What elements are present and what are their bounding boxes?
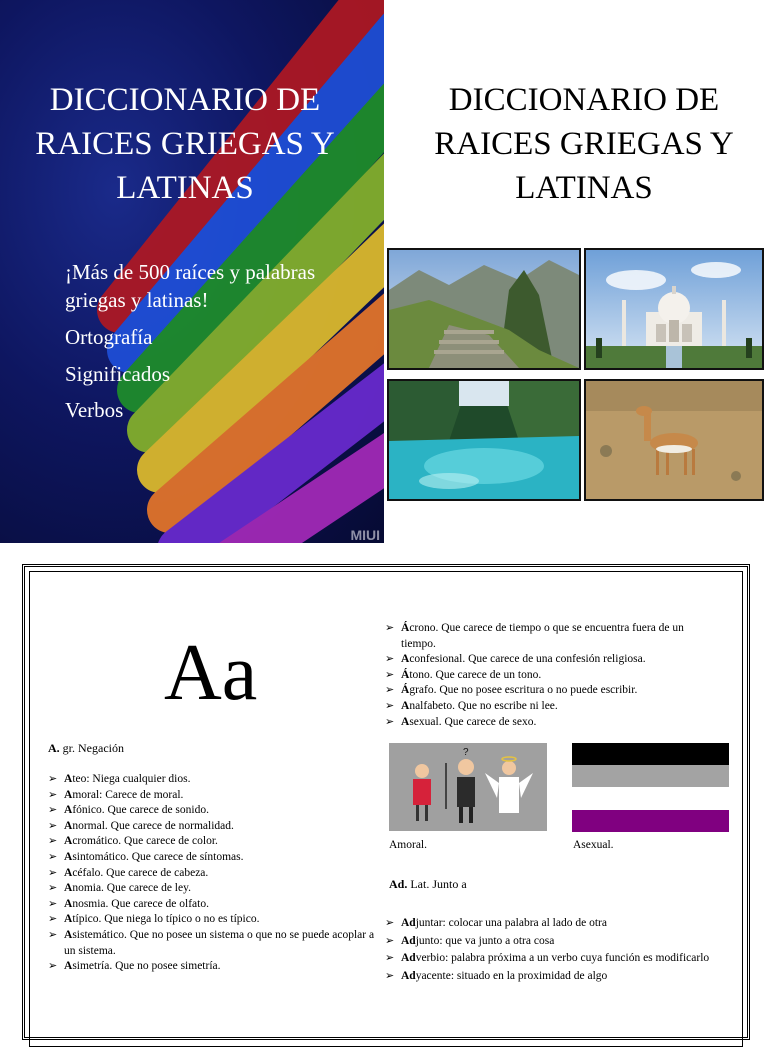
tagline-orthography: Ortografía [65,325,153,349]
entry-root: Ad [401,969,416,982]
entry-list-ad [385,916,715,986]
entry-text: normal. Que carece de normalidad. [72,819,234,832]
root-heading-ad [389,877,467,892]
entry-item [48,928,378,959]
entry-item [48,803,378,819]
entry-list-a-continued [385,621,715,730]
entry-text: simetría. Que no posee simetría. [72,960,221,973]
entry-item [385,951,715,967]
entry-root: A [64,882,73,895]
cover-title-line: RAICES GRIEGAS Y [434,126,734,162]
entry-root: Ad [401,917,416,929]
entry-item [385,621,715,652]
entry-text: moral: Carece de moral. [72,788,184,801]
entry-root: Á [401,622,410,634]
entry-item [385,916,715,932]
root-description: Lat. Junto a [410,877,467,891]
entry-text: crono. Que carece de tiempo o que se encuentra fuera de un tiempo. [401,622,684,650]
root-label: A. [48,741,60,755]
entry-item [385,715,715,731]
entry-text: sexual. Que carece de sexo. [409,715,537,728]
entry-text: teo: Niega cualquier dios. [72,773,191,785]
entry-root: A [64,788,73,801]
tagline: griegas y latinas! [65,288,209,312]
entry-root: A [64,850,73,863]
entry-item [385,699,715,715]
entry-text: sintomático. Que carece de síntomas. [72,850,244,863]
entry-text: fónico. Que carece de sonido. [72,804,209,817]
entry-item [385,683,715,699]
entry-item [48,897,378,913]
amoral-illustration [389,743,547,831]
entry-text: típico. Que niega lo típico o no es típico. [72,913,260,926]
entry-text: nomia. Que carece de ley. [72,882,191,895]
entry-text: grafo. Que no posee escritura o no puede escribir. [409,684,638,697]
asexual-flag [572,743,729,832]
entry-root: A [64,819,73,832]
cover-title-line: LATINAS [515,170,653,206]
cover-title-line: DICCIONARIO DE [49,82,321,118]
cover-title [0,78,370,210]
entry-text: céfalo. Que carece de cabeza. [72,866,209,879]
entry-text: sistemático. Que no posee un sistema o que no se puede acoplar a un sistema. [64,928,375,957]
entry-item [48,959,378,975]
entry-root: A [401,699,410,712]
entry-list-a [48,772,378,975]
root-heading-a [48,741,124,756]
root-description: gr. Negación [62,741,124,755]
flag-stripe-grey [572,765,729,787]
entry-item [48,788,378,804]
entry-root: Á [401,684,410,697]
section-letter: Aa [164,629,258,717]
entry-text: yacente: situado en la proximidad de algo [415,969,608,982]
cover-left [0,0,384,543]
entry-text: nosmia. Que carece de olfato. [72,897,209,910]
entry-item [385,969,715,985]
caption-asexual: Asexual. [573,839,614,851]
entry-item [48,912,378,928]
svg-text:?: ? [463,747,469,758]
vicuna-photo [584,379,764,501]
entry-item [48,772,378,788]
flag-stripe-white [572,787,729,810]
watermark: MIUI [350,527,380,543]
lagoon-photo [387,379,581,501]
entry-text: confesional. Que carece de una confesión religiosa. [409,653,646,666]
entry-root: A [401,715,410,728]
tagline-meanings: Significados [65,362,170,386]
taj-mahal-photo [584,248,764,370]
root-label: Ad. [389,877,408,891]
cover-title [384,78,768,210]
entry-text: juntar: colocar una palabra al lado de otra [415,917,607,929]
entry-item [385,652,715,668]
tagline-verbs: Verbos [65,398,124,422]
entry-item [48,834,378,850]
entry-root: A [64,866,73,879]
entry-text: verbio: palabra próxima a un verbo cuya función es modificarlo [415,952,710,965]
entry-root: Ad [401,952,416,965]
tagline: ¡Más de 500 raíces y palabras [65,260,316,284]
entry-root: A [64,804,73,817]
entry-root: A [64,928,73,941]
entry-root: Á [401,668,410,681]
entry-root: A [401,653,410,666]
entry-root: A [64,773,73,785]
entry-root: Ad [401,934,416,947]
entry-item [385,668,715,684]
entry-text: cromático. Que carece de color. [72,835,218,848]
flag-stripe-black [572,743,729,765]
entry-root: A [64,913,73,926]
cover-title-line: RAICES GRIEGAS Y [35,126,335,162]
entry-text: junto: que va junto a otra cosa [415,934,555,947]
cover-title-line: LATINAS [116,170,254,206]
entry-root: A [64,835,73,848]
entry-item [385,934,715,950]
entry-text: tono. Que carece de un tono. [409,668,542,681]
entry-root: A [64,897,73,910]
flag-stripe-purple [572,810,729,832]
entry-root: A [64,960,73,973]
cover-right [384,0,768,543]
entry-item [48,819,378,835]
cover-title-line: DICCIONARIO DE [448,82,720,118]
entry-item [48,850,378,866]
entry-text: nalfabeto. Que no escribe ni lee. [409,699,558,712]
entry-item [48,866,378,882]
machu-picchu-photo [387,248,581,370]
caption-amoral: Amoral. [389,839,428,851]
entry-item [48,881,378,897]
